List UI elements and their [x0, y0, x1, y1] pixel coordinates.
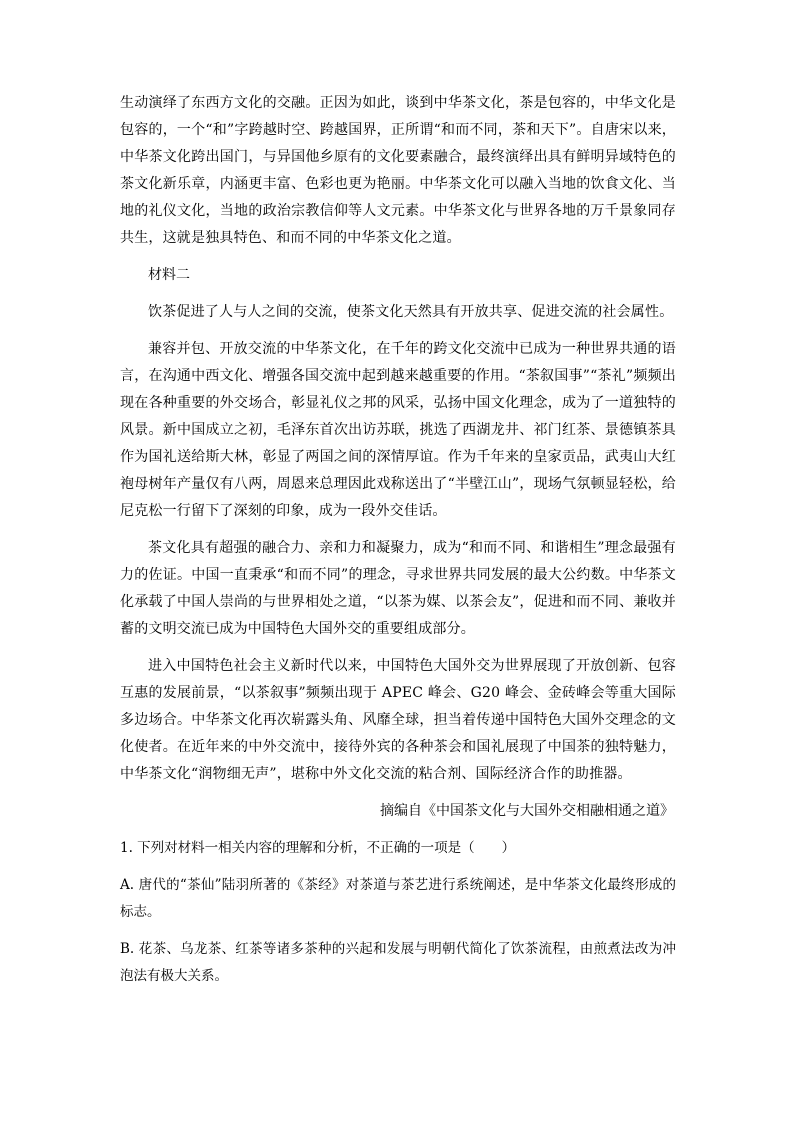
spacer — [120, 252, 676, 262]
paragraph-intro: 生动演绎了东西方文化的交融。正因为如此，谈到中华茶文化，茶是包容的，中华文化是包容的，一个“和”字跨越时空、跨越国界，正所谓“和而不同，茶和天下”。自唐宋以来，中华茶文化跨出国门，与异国他乡原有的文化要素融合，最终演绎出具有鲜明异域特色的茶文化新乐章，内涵更丰富、色彩也更为艳丽。中华茶文化可以融入当地的饮食文化、当地的礼仪文化，当地的政治宗教信仰等人文元素。中华茶文化与世界各地的万千景象同存共生，这就是独具特色、和而不同的中华茶文化之道。 — [120, 95, 676, 246]
paragraph-m2-1: 饮茶促进了人与人之间的交流，使茶文化天然具有开放共享、促进交流的社会属性。 — [148, 304, 674, 320]
spacer — [120, 289, 676, 299]
paragraph-m2-4: 进入中国特色社会主义新时代以来，中国特色大国外交为世界展现了开放创新、包容互惠的发展前景，“以茶叙事”频频出现于 APEC 峰会、G20 峰会、金砖峰会等重大国际多边场合。中华茶文化再次崭露头角、风靡全球，担当着传递中国特色大国外交理念的文化使者。在近年来的中外交流中，接待外宾的各种茶会和国礼展现了中国茶的独特魅力，中华茶文化“润物细无声”，堪称中外文化交流的粘合剂、国际经济合作的助推器。 — [120, 658, 676, 782]
question-1: 1. 下列对材料一相关内容的理解和分析，不正确的一项是（ ） — [120, 840, 516, 856]
spacer — [120, 788, 676, 798]
spacer — [120, 643, 676, 653]
spacer — [120, 862, 676, 872]
document-page — [120, 90, 676, 990]
source-citation: 摘编自《中国茶文化与大国外交相融相通之道》 — [380, 803, 674, 819]
paragraph-m2-2: 兼容并包、开放交流的中华茶文化，在千年的跨文化交流中已成为一种世界共通的语言，在沟通中西文化、增强各国交流中起到越来越重要的作用。“茶叙国事”“茶礼”频频出现在各种重要的外交场合，彰显礼仪之邦的风采，弘扬中国文化理念，成为了一道独特的风景。新中国成立之初，毛泽东首次出访苏联，挑选了西湖龙井、祁门红茶、景德镇茶具作为国礼送给斯大林，彰显了两国之间的深情厚谊。作为千年来的皇家贡品，武夷山大红袍母树年产量仅有八两，周恩来总理因此戏称送出了“半壁江山”，现场气氛顿显轻松，给尼克松一行留下了深刻的印象，成为一段外交佳话。 — [120, 341, 676, 519]
spacer — [120, 326, 676, 336]
spacer — [120, 825, 676, 835]
paragraph-m2-3: 茶文化具有超强的融合力、亲和力和凝聚力，成为“和而不同、和谐相生”理念最强有力的佐证。中国一直秉承“和而不同”的理念，寻求世界共同发展的最大公约数。中华茶文化承载了中国人崇尚的与世界相处之道，“以茶为媒、以茶会友”，促进和而不同、兼收并蓄的文明交流已成为中国特色大国外交的重要组成部分。 — [120, 540, 676, 637]
option-b: B. 花茶、乌龙茶、红茶等诸多茶种的兴起和发展与明朝代简化了饮茶流程，由煎煮法改为冲泡法有极大关系。 — [120, 941, 676, 984]
option-a: A. 唐代的“茶仙”陆羽所著的《茶经》对茶道与茶艺进行系统阐述，是中华茶文化最终形成的标志。 — [120, 877, 676, 920]
spacer — [120, 926, 676, 936]
spacer — [120, 525, 676, 535]
material2-heading: 材料二 — [148, 267, 190, 283]
